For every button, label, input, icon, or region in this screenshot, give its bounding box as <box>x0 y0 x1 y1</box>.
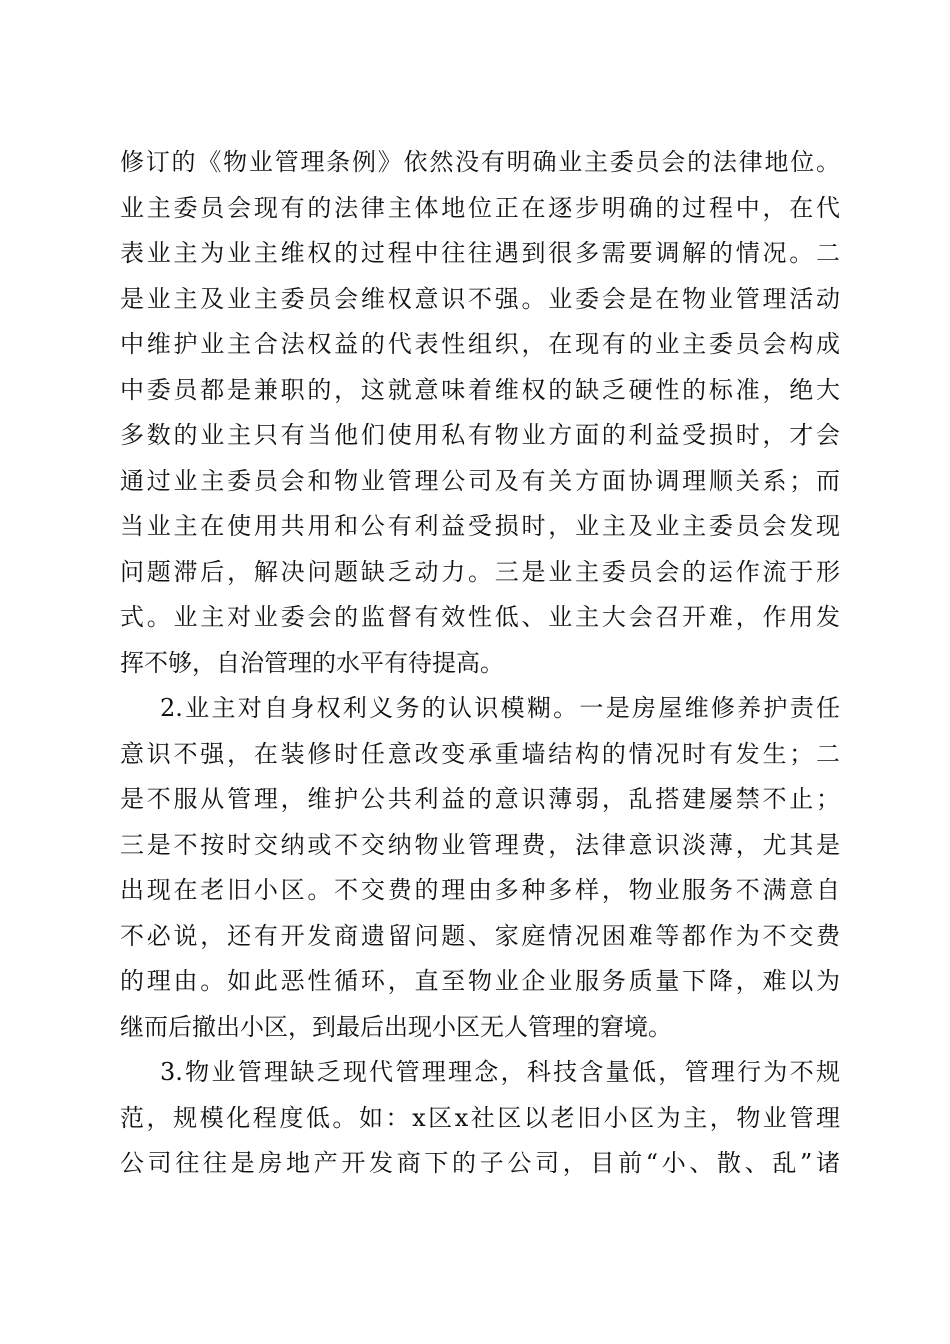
text-line: 业主委员会现有的法律主体地位正在逐步明确的过程中，在代 <box>120 193 840 222</box>
text-line: 通过业主委员会和物业管理公司及有关方面协调理顺关系；而 <box>120 466 840 495</box>
text-line: 公司往往是房地产开发商下的子公司，目前“小、散、乱”诸 <box>120 1149 840 1177</box>
text-line: 三是不按时交纳或不交纳物业管理费，法律意识淡薄，尤其是 <box>120 830 840 859</box>
text-line: 是业主及业主委员会维权意识不强。业委会是在物业管理活动 <box>120 284 840 313</box>
text-line: 表业主为业主维权的过程中往往遇到很多需要调解的情况。二 <box>120 239 840 267</box>
text-line: 挥不够，自治管理的水平有待提高。 <box>120 648 504 677</box>
text-line: 中委员都是兼职的，这就意味着维权的缺乏硬性的标准，绝大 <box>120 375 840 404</box>
paragraph-first-line: 2.业主对自身权利义务的认识模糊。一是房屋维修养护责任 <box>160 694 840 722</box>
text-line: 问题滞后，解决问题缺乏动力。三是业主委员会的运作流于形 <box>120 557 840 586</box>
paragraph-first-line: 3.物业管理缺乏现代管理理念，科技含量低，管理行为不规 <box>160 1058 840 1086</box>
text-line: 式。业主对业委会的监督有效性低、业主大会召开难，作用发 <box>120 603 840 631</box>
text-line: 的理由。如此恶性循环，直至物业企业服务质量下降，难以为 <box>120 967 840 995</box>
text-line: 意识不强，在装修时任意改变承重墙结构的情况时有发生；二 <box>120 739 840 768</box>
text-line: 出现在老旧小区。不交费的理由多种多样，物业服务不满意自 <box>120 876 840 904</box>
text-line: 当业主在使用共用和公有利益受损时，业主及业主委员会发现 <box>120 512 840 540</box>
text-line: 继而后撤出小区，到最后出现小区无人管理的窘境。 <box>120 1012 672 1041</box>
text-line: 多数的业主只有当他们使用私有物业方面的利益受损时，才会 <box>120 421 840 449</box>
text-line: 修订的《物业管理条例》依然没有明确业主委员会的法律地位。 <box>120 148 840 176</box>
text-line: 范，规模化程度低。如：x区x社区以老旧小区为主，物业管理 <box>120 1103 840 1132</box>
text-line: 是不服从管理，维护公共利益的意识薄弱，乱搭建屡禁不止； <box>120 785 840 813</box>
text-line: 中维护业主合法权益的代表性组织，在现有的业主委员会构成 <box>120 330 840 358</box>
text-line: 不必说，还有开发商遗留问题、家庭情况困难等都作为不交费 <box>120 921 840 950</box>
body-text <box>120 140 840 1187</box>
